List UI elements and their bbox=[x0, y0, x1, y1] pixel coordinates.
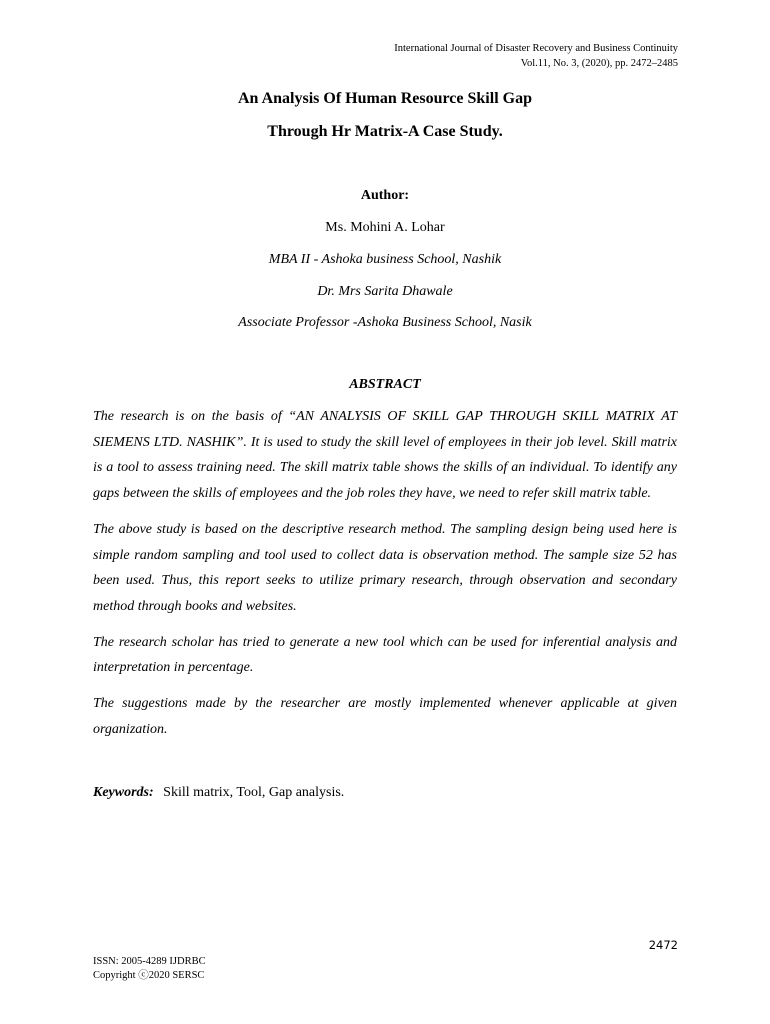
keywords-text: Skill matrix, Tool, Gap analysis. bbox=[163, 785, 345, 800]
author-name-2: Dr. Mrs Sarita Dhawale bbox=[317, 284, 453, 299]
footer-issn: ISSN: 2005-4289 IJDRBC bbox=[93, 956, 206, 967]
paper-title-line-1: An Analysis Of Human Resource Skill Gap bbox=[238, 90, 532, 107]
abstract-heading: ABSTRACT bbox=[349, 377, 421, 392]
journal-header bbox=[394, 42, 678, 71]
author-affiliation-1: MBA II - Ashoka business School, Nashik bbox=[268, 252, 502, 267]
abstract-paragraph: The research scholar has tried to generate a new tool which can be used for inferential analysis and interpretation in percentage. bbox=[93, 634, 677, 676]
abstract-paragraph: The suggestions made by the researcher are mostly implemented whenever applicable at given organization. bbox=[93, 696, 677, 737]
keywords-label: Keywords: bbox=[93, 785, 154, 800]
footer-copyright: Copyright ⓒ2020 SERSC bbox=[93, 970, 205, 981]
keywords-line bbox=[93, 785, 344, 801]
page-footer bbox=[93, 955, 206, 983]
author-heading: Author: bbox=[360, 188, 410, 203]
author-affiliation-2: Associate Professor -Ashoka Business School, Nasik bbox=[238, 315, 532, 330]
page-number: 2472 bbox=[648, 938, 678, 952]
author-name-1: Ms. Mohini A. Lohar bbox=[325, 220, 445, 235]
journal-volume: Vol.11, No. 3, (2020), pp. 2472–2485 bbox=[520, 57, 678, 69]
journal-name: International Journal of Disaster Recovery and Business Continuity bbox=[394, 43, 678, 54]
abstract-body bbox=[93, 404, 677, 752]
abstract-paragraph: The research is on the basis of “AN ANALYSIS OF SKILL GAP THROUGH SKILL MATRIX AT SIEMENS LTD. NASHIK”. It is used to study the skill level of employees in their job level. Skill matrix is a tool to assess training need. The skill matrix table shows the skills of an individual. To identify any gaps between the skills of employees and the job roles they have, we need to refer skill matrix table. bbox=[93, 409, 677, 502]
paper-title-line-2: Through Hr Matrix-A Case Study. bbox=[267, 123, 503, 140]
abstract-paragraph: The above study is based on the descriptive research method. The sampling design being used here is simple random sampling and tool used to collect data is observation method. The sample size 52 has been used. Thus, this report seeks to utilize primary research, through observation and secondary method through books and websites. bbox=[93, 521, 677, 614]
